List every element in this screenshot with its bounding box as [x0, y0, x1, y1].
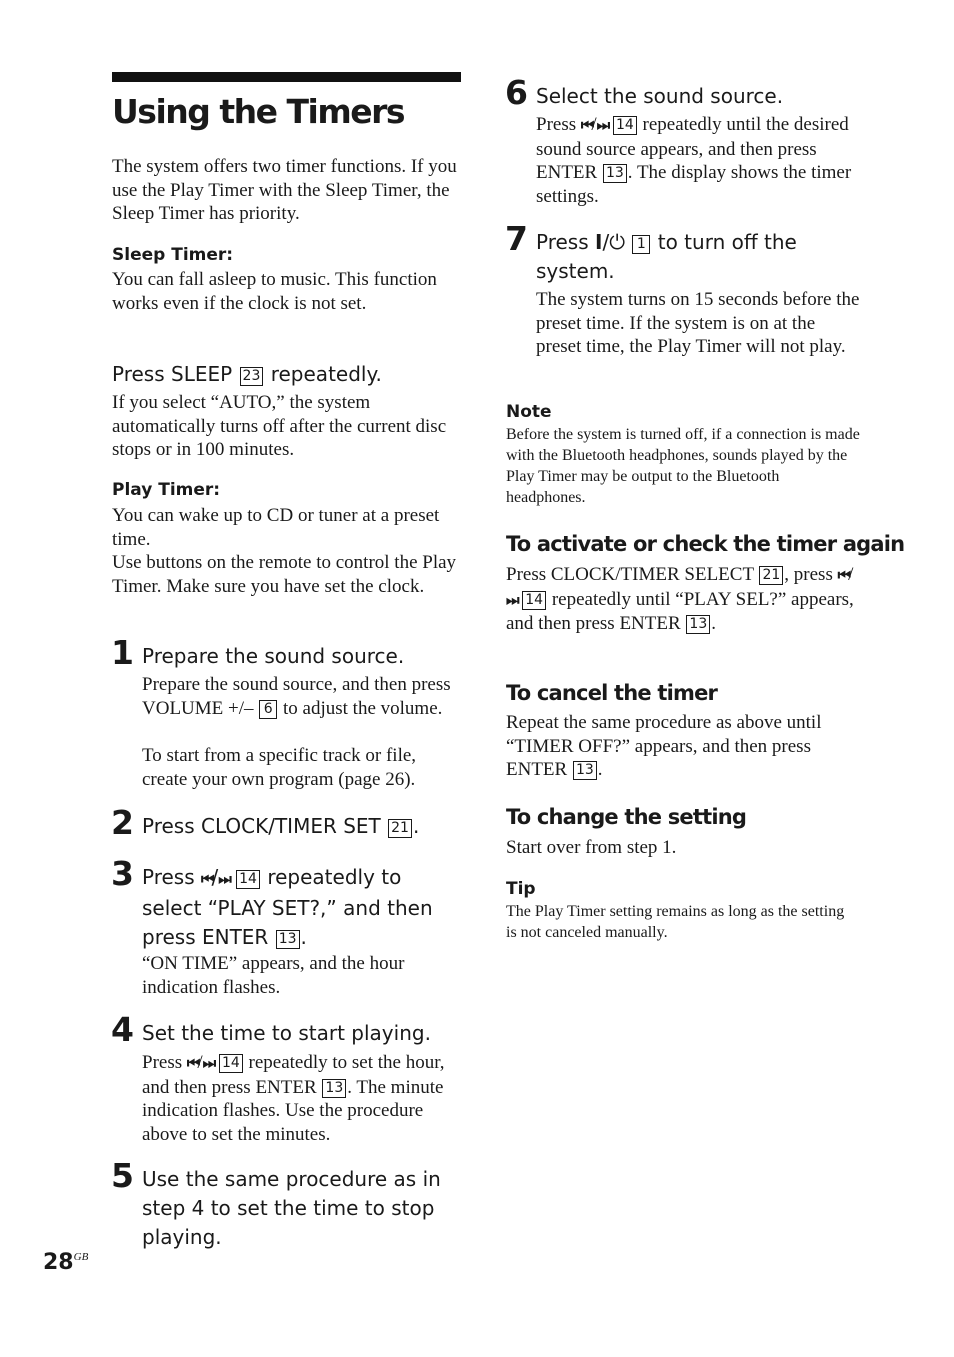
enter-key: 13 — [603, 164, 627, 183]
step-6-detail: Press ⏮/⏭ 14 repeatedly until the desired sound source appears, and then press ENTER 13 . The display shows the timer settings. — [536, 114, 852, 208]
tip-body: The Play Timer setting remains as long as the setting is not canceled manually. — [506, 903, 845, 941]
previous-icon: ⏮ — [186, 1054, 198, 1072]
step-6-number: 6 — [505, 73, 528, 112]
step-1-detail-1-post: to adjust the volume. — [283, 697, 443, 719]
sleep-button-key: 23 — [240, 367, 264, 386]
sleep-timer-body: You can fall asleep to music. This function works even if the clock is not set. — [112, 269, 437, 314]
play-timer-body-2: Use buttons on the remote to control the Play Timer. Make sure you have set the clock. — [112, 552, 457, 597]
next-icon: ⏭ — [596, 116, 608, 134]
step-4-detail-pre: Press — [142, 1052, 183, 1073]
step-1-detail-2: To start from a specific track or file, create your own program (page 26). — [142, 745, 417, 790]
page-number — [43, 1250, 88, 1275]
step-6-detail-pre: Press — [536, 114, 577, 135]
sleep-instruction-post: repeatedly. — [270, 362, 382, 386]
page-number-value: 28 — [43, 1250, 74, 1275]
step-7-title-post: to turn off the system. — [536, 230, 797, 283]
page-title: Using the Timers — [112, 92, 404, 131]
change-heading: To change the setting — [506, 805, 747, 829]
note-body: Before the system is turned off, if a connection is made with the Bluetooth headphones, sounds played by the Play Timer may be output to the Bluetooth headphones. — [506, 426, 860, 506]
skip-key: 14 — [613, 116, 637, 135]
step-6-detail-mid: repeatedly until the desired sound source appears, and then press ENTER — [536, 114, 849, 184]
intro-text: The system offers two timer functions. If you use the Play Timer with the Sleep Timer, the Sleep Timer has priority. — [112, 156, 457, 225]
next-icon: ⏭ — [218, 870, 229, 888]
step-6-detail-post: . The display shows the timer settings. — [536, 162, 852, 208]
skip-key: 14 — [219, 1054, 243, 1073]
volume-key: 6 — [259, 700, 277, 719]
step-4-detail: Press ⏮/⏭ 14 repeatedly to set the hour, and then press ENTER 13 . The minute indication flashes. Use the procedure above to set the minutes. — [142, 1052, 445, 1146]
previous-icon: ⏮ — [580, 116, 592, 134]
previous-icon: ⏮ — [201, 870, 212, 888]
step-2-title — [142, 812, 419, 841]
play-timer-heading: Play Timer: — [112, 480, 221, 500]
enter-key: 13 — [686, 615, 710, 634]
next-icon: ⏭ — [202, 1054, 214, 1072]
change-body: Start over from step 1. — [506, 837, 677, 858]
sleep-instruction-pre: Press SLEEP — [112, 362, 233, 386]
step-2-title-post: . — [412, 814, 420, 838]
step-4-title: Set the time to start playing. — [142, 1021, 431, 1045]
play-timer-body-1: You can wake up to CD or tuner at a preset time. — [112, 505, 440, 550]
clock-timer-set-key: 21 — [388, 819, 412, 838]
step-7-number: 7 — [505, 219, 528, 258]
activate-heading: To activate or check the timer again — [506, 532, 905, 556]
activate-pre: Press CLOCK/TIMER SELECT — [506, 564, 754, 585]
cancel-heading: To cancel the timer — [506, 681, 718, 705]
cancel-body — [506, 711, 861, 782]
step-1-detail-1 — [142, 673, 462, 720]
cancel-pre: Repeat the same procedure as above until “TIMER OFF?” appears, and then press ENTER — [506, 712, 822, 781]
step-6-title: Select the sound source. — [536, 84, 784, 108]
step-5-number: 5 — [111, 1156, 134, 1195]
step-7-detail: The system turns on 15 seconds before the preset time. If the system is on at the preset time, the Play Timer will not play. — [536, 289, 860, 358]
activate-mid-1: , press — [784, 564, 833, 585]
next-icon: ⏭ — [506, 590, 517, 609]
step-3-title-mid: repeatedly to select “PLAY SET?,” and then press ENTER — [142, 865, 433, 949]
previous-icon: ⏮ — [837, 566, 849, 584]
enter-key: 13 — [573, 761, 597, 780]
page-number-suffix: GB — [73, 1251, 89, 1263]
step-4-number: 4 — [111, 1010, 134, 1049]
skip-key: 14 — [236, 870, 260, 889]
enter-key: 13 — [322, 1079, 346, 1098]
title-rule — [112, 72, 461, 82]
skip-key: 14 — [522, 591, 546, 610]
step-3-detail: “ON TIME” appears, and the hour indication flashes. — [142, 953, 405, 998]
activate-post: . — [711, 613, 716, 635]
tip-heading: Tip — [506, 879, 536, 899]
cancel-post: . — [597, 759, 603, 781]
step-3-title-pre: Press — [142, 865, 195, 889]
power-bar-icon: I — [595, 230, 603, 254]
power-key: 1 — [632, 235, 650, 254]
sleep-timer-heading: Sleep Timer: — [112, 245, 234, 265]
step-1-number: 1 — [111, 633, 134, 672]
step-7-title: Press I/⏻ 1 to turn off the system. — [536, 230, 797, 283]
step-1-detail-1-pre: Prepare the sound source, and then press VOLUME +/– — [142, 674, 451, 719]
step-4-detail-post: . The minute indication flashes. Use the procedure above to set the minutes. — [142, 1076, 444, 1146]
step-4-detail-mid: repeatedly to set the hour, and then press ENTER — [142, 1052, 445, 1098]
step-2-title-pre: Press CLOCK/TIMER SET — [142, 814, 381, 838]
step-3-title: Press ⏮/⏭ 14 repeatedly to select “PLAY SET?,” and then press ENTER 13 . — [142, 865, 433, 949]
enter-key: 13 — [276, 930, 300, 949]
note-heading: Note — [506, 402, 552, 422]
activate-body: Press CLOCK/TIMER SELECT 21 , press ⏮/⏭ 14 repeatedly until “PLAY SEL?” appears, and then press ENTER 13 . — [506, 564, 854, 635]
power-icon: ⏻ — [609, 230, 626, 254]
step-2-number: 2 — [111, 803, 134, 842]
step-5-title: Use the same procedure as in step 4 to set the time to stop playing. — [142, 1167, 441, 1249]
step-3-title-post: . — [300, 925, 307, 949]
step-1-title: Prepare the sound source. — [142, 644, 405, 668]
sleep-instruction — [112, 360, 382, 388]
clock-timer-select-key: 21 — [759, 566, 783, 585]
step-3-number: 3 — [111, 854, 134, 893]
step-7-title-pre: Press — [536, 230, 589, 254]
activate-mid-2: repeatedly until “PLAY SEL?” appears, and then press ENTER — [506, 588, 854, 635]
sleep-detail: If you select “AUTO,” the system automatically turns off after the current disc stops or in 100 minutes. — [112, 392, 447, 461]
